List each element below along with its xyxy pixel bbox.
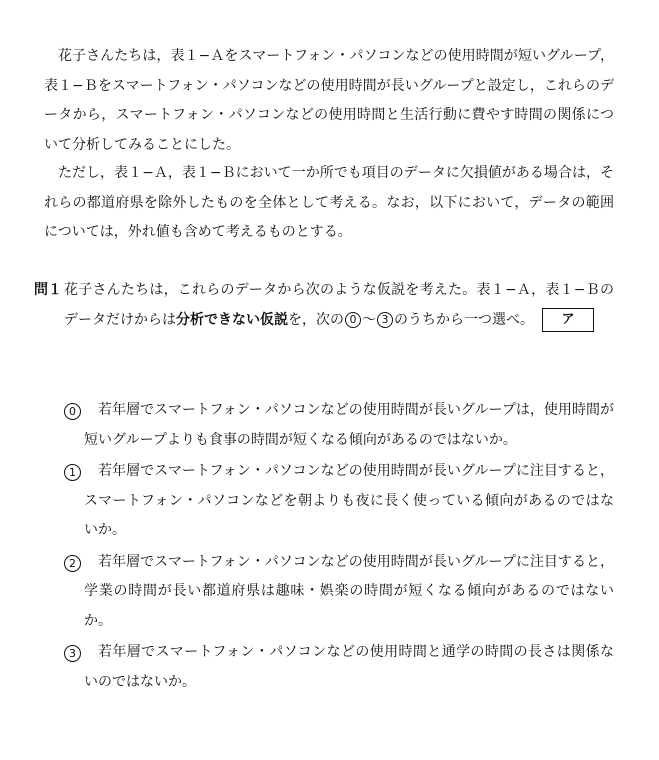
choice-number: 3 — [64, 645, 81, 662]
question-label: 問１ — [34, 282, 62, 298]
choice-text: 若年層でスマートフォン・パソコンなどの使用時間が長いグループに注目すると，スマートフォン・パソコンなどを朝よりも夜に長く使っている傾向があるのではないか。 — [84, 463, 614, 538]
choice-text: 若年層でスマートフォン・パソコンなどの使用時間と通学の時間の長さは関係ないのではないか。 — [84, 644, 614, 690]
question-emphasis: 分析できない仮説 — [176, 311, 288, 328]
range-start-number: 0 — [345, 312, 361, 328]
choice-number: 1 — [64, 464, 81, 481]
choice-item[interactable] — [64, 548, 614, 637]
choice-item[interactable] — [64, 396, 614, 455]
range-end-number: 3 — [377, 312, 393, 328]
choice-list — [64, 396, 614, 699]
question-text-part-3: のうちから一つ選べ。 — [394, 311, 534, 328]
question-text-part-2: を，次の — [288, 311, 344, 328]
choice-item[interactable] — [64, 457, 614, 546]
choice-text: 若年層でスマートフォン・パソコンなどの使用時間が長いグループは，使用時間が短いグループよりも食事の時間が短くなる傾向があるのではないか。 — [84, 402, 614, 448]
choice-item[interactable] — [64, 638, 614, 697]
choice-number: 0 — [64, 403, 81, 420]
intro-paragraph-2: ただし，表１−Ａ，表１−Ｂにおいて一か所でも項目のデータに欠損値がある場合は，それらの都道府県を除外したものを全体として考える。なお，以下において，データの範囲については，外れ値も含めて考えるものとする。 — [44, 165, 614, 240]
range-separator: 〜 — [362, 311, 376, 328]
question-text-part-1: 花子さんたちは，これらのデータから次のような仮説を考えた。表１−Ａ，表１−Ｂのデータだけからは — [64, 282, 614, 328]
answer-box[interactable]: ア — [542, 308, 594, 332]
question-text — [64, 276, 614, 335]
choice-text: 若年層でスマートフォン・パソコンなどの使用時間が長いグループに注目すると，学業の時間が長い都道府県は趣味・娯楽の時間が短くなる傾向があるのではないか。 — [84, 553, 614, 629]
choice-number: 2 — [64, 555, 81, 572]
intro-paragraph-1: 花子さんたちは，表１−Ａをスマートフォン・パソコンなどの使用時間が短いグループ，表１−Ｂをスマートフォン・パソコンなどの使用時間が長いグループと設定し，これらのデータから，スマートフォン・パソコンなどの使用時間と生活行動に費やす時間の関係について分析してみることにした。 — [44, 48, 614, 153]
